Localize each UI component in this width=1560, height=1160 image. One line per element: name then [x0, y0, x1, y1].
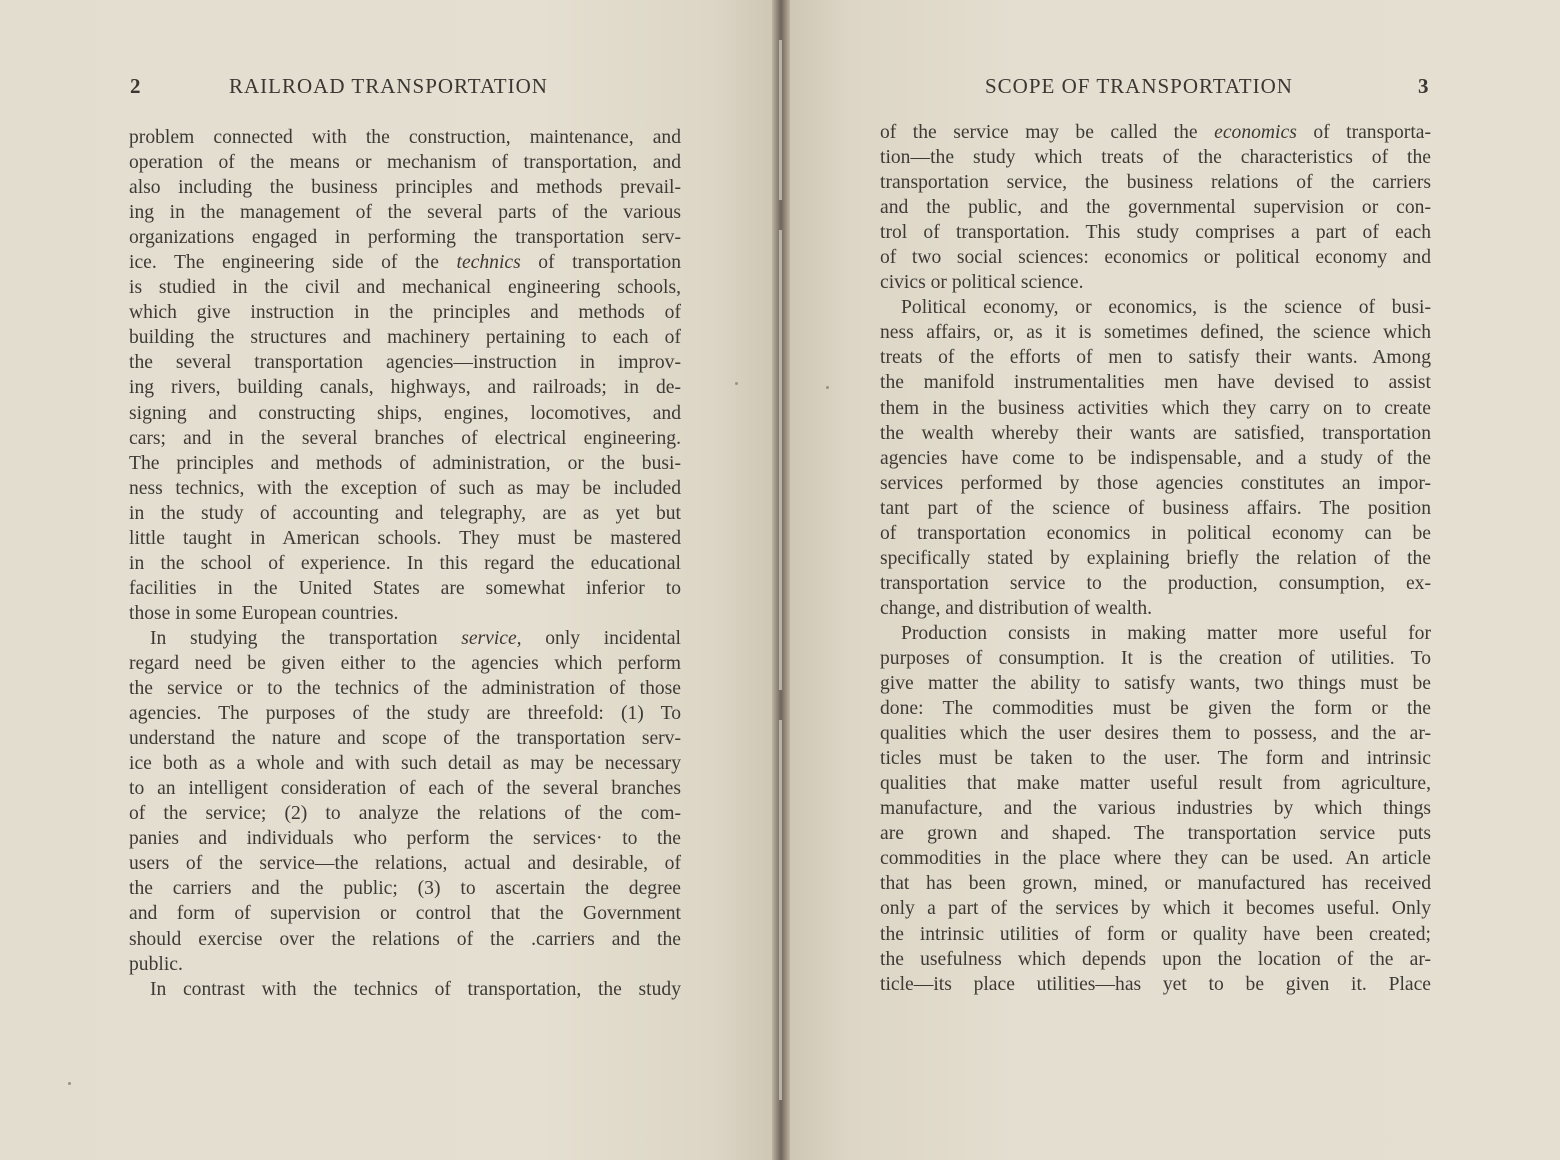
text-line [129, 200, 681, 225]
line-text: Political economy, or economics, is the science of busi- [901, 297, 1431, 319]
text-line [129, 501, 681, 526]
right-running-head: SCOPE OF TRANSPORTATION [985, 74, 1293, 98]
line-text: give matter the ability to satisfy wants, two things must be [880, 673, 1431, 695]
text-line [880, 771, 1431, 796]
left-running-head: RAILROAD TRANSPORTATION [229, 74, 548, 98]
text-line [880, 471, 1431, 496]
line-text: those in some European countries. [129, 602, 399, 624]
line-text: is studied in the civil and mechanical engineering schools, [129, 277, 681, 299]
line-text: civics or political science. [880, 272, 1084, 294]
line-text: the several transportation agencies—instruction in improv- [129, 352, 681, 374]
line-text: the usefulness which depends upon the location of the ar- [880, 948, 1431, 970]
line-text: commodities in the place where they can be used. An article [880, 848, 1431, 870]
text-line [880, 871, 1431, 896]
text-line [129, 225, 681, 250]
line-text: treats of the efforts of men to satisfy their wants. Among [880, 347, 1431, 369]
line-text: transportation service to the production, consumption, ex- [880, 572, 1431, 594]
line-text: qualities that make matter useful result from agriculture, [880, 773, 1431, 795]
right-page [790, 0, 1560, 1160]
line-text: understand the nature and scope of the transportation serv- [129, 728, 681, 750]
line-text: change, and distribution of wealth. [880, 597, 1153, 619]
line-text: regard need be given either to the agencies which perform [129, 652, 681, 674]
line-text: of transportation economics in political economy can be [880, 522, 1431, 544]
line-text: of transporta- [1296, 122, 1431, 143]
line-text: ice. The engineering side of the [129, 252, 457, 274]
line-text: agencies have come to be indispensable, and a study of the [880, 447, 1431, 469]
line-text: users of the service—the relations, actual and desirable, of [129, 853, 681, 875]
line-text: and the public, and the governmental supervision or con- [880, 197, 1431, 219]
line-text: The principles and methods of administration, or the busi- [129, 452, 681, 474]
line-text: tion—the study which treats of the characteristics of the [880, 147, 1431, 169]
binding-highlight [779, 40, 782, 200]
line-text: to an intelligent consideration of each of the several branches [129, 778, 681, 800]
text-line [880, 596, 1431, 621]
text-line [880, 646, 1431, 671]
line-text: Production consists in making matter more useful for [901, 622, 1431, 644]
text-line [129, 325, 681, 350]
left-page-number: 2 [130, 74, 141, 98]
text-line [129, 375, 681, 400]
text-line [129, 651, 681, 676]
line-text: trol of transportation. This study comprises a part of each [880, 222, 1431, 244]
italic-term: technics [456, 252, 521, 274]
binding-highlight [779, 720, 782, 1100]
line-text: signing and constructing ships, engines, locomotives, and [129, 402, 681, 424]
line-text: transportation service, the business relations of the carriers [880, 172, 1431, 194]
line-text: In contrast with the technics of transportation, the study [150, 978, 681, 1000]
line-text: the wealth whereby their wants are satisfied, transportation [880, 422, 1431, 444]
line-text: ticles must be taken to the user. The form and intrinsic [880, 748, 1431, 770]
text-line [880, 245, 1431, 270]
text-line [880, 345, 1431, 370]
line-text: the carriers and the public; (3) to ascertain the degree [129, 878, 681, 900]
line-text: of two social sciences: economics or political economy and [880, 247, 1431, 269]
line-text: organizations engaged in performing the transportation serv- [129, 227, 681, 249]
text-line [129, 350, 681, 375]
line-text: ness technics, with the exception of such as may be included [129, 477, 681, 499]
text-line [129, 300, 681, 325]
line-text: are grown and shaped. The transportation service puts [880, 823, 1431, 845]
paper-fleck [68, 1082, 71, 1085]
text-line [880, 370, 1431, 395]
line-text: agencies. The purposes of the study are threefold: (1) To [129, 703, 681, 725]
text-line [129, 751, 681, 776]
text-line [880, 972, 1431, 997]
text-line [129, 125, 681, 150]
line-text: them in the business activities which they carry on to create [880, 397, 1431, 419]
text-line [129, 726, 681, 751]
text-line [129, 676, 681, 701]
line-text: should exercise over the relations of the .carriers and the [129, 928, 681, 950]
line-text: in the study of accounting and telegraphy, are as yet but [129, 502, 681, 524]
line-text: that has been grown, mined, or manufactured has received [880, 873, 1431, 895]
text-line [880, 896, 1431, 921]
text-line [880, 170, 1431, 195]
line-text: of transportation [520, 252, 681, 274]
binding-highlight [779, 230, 782, 690]
line-text: specifically stated by explaining briefly the relation of the [880, 547, 1431, 569]
text-line [129, 851, 681, 876]
text-line [880, 846, 1431, 871]
line-text: the intrinsic utilities of form or quality have been created; [880, 923, 1431, 945]
text-line [880, 922, 1431, 947]
text-line [129, 426, 681, 451]
line-text: the service or to the technics of the administration of those [129, 678, 681, 700]
text-line [880, 521, 1431, 546]
text-line [129, 601, 681, 626]
text-line [129, 526, 681, 551]
line-text: In studying the transportation [150, 627, 462, 649]
paper-fleck [735, 382, 738, 385]
text-line [129, 952, 681, 977]
line-text: cars; and in the several branches of electrical engineering. [129, 427, 681, 449]
text-line [880, 621, 1431, 646]
right-body-text [880, 120, 1431, 997]
italic-term: economics [1214, 122, 1297, 143]
paper-fleck [826, 386, 829, 389]
text-line [129, 275, 681, 300]
text-line [880, 320, 1431, 345]
text-line [129, 826, 681, 851]
text-line [129, 977, 681, 1002]
line-text: manufacture, and the various industries by which things [880, 798, 1431, 820]
text-line [880, 746, 1431, 771]
line-text: and form of supervision or control that the Government [129, 903, 681, 925]
text-line [129, 476, 681, 501]
line-text: which give instruction in the principles and methods of [129, 302, 681, 324]
text-line [880, 446, 1431, 471]
text-line [129, 876, 681, 901]
text-line [129, 451, 681, 476]
right-page-number: 3 [1418, 74, 1429, 98]
line-text: problem connected with the construction, maintenance, and [129, 127, 681, 148]
text-line [129, 901, 681, 926]
text-line [880, 220, 1431, 245]
line-text: also including the business principles and methods prevail- [129, 177, 681, 199]
italic-term: service, [461, 627, 522, 649]
text-line [880, 796, 1431, 821]
text-line [880, 696, 1431, 721]
text-line [880, 145, 1431, 170]
line-text: only incidental [521, 627, 681, 649]
text-line [880, 671, 1431, 696]
line-text: ness affairs, or, as it is sometimes defined, the science which [880, 322, 1431, 344]
text-line [880, 821, 1431, 846]
text-line [129, 576, 681, 601]
line-text: building the structures and machinery pertaining to each of [129, 327, 681, 349]
line-text: tant part of the science of business affairs. The position [880, 497, 1431, 519]
text-line [880, 120, 1431, 145]
line-text: done: The commodities must be given the form or the [880, 698, 1431, 720]
text-line [129, 250, 681, 275]
line-text: little taught in American schools. They must be mastered [129, 527, 681, 549]
text-line [129, 776, 681, 801]
text-line [129, 801, 681, 826]
line-text: in the school of experience. In this regard the educational [129, 552, 681, 574]
line-text: ing in the management of the several parts of the various [129, 202, 681, 224]
left-page [0, 0, 772, 1160]
line-text: services performed by those agencies constitutes an impor- [880, 472, 1431, 494]
line-text: the manifold instrumentalities men have devised to assist [880, 372, 1431, 394]
text-line [880, 571, 1431, 596]
text-line [880, 396, 1431, 421]
line-text: operation of the means or mechanism of transportation, and [129, 152, 681, 174]
left-body-text [129, 125, 681, 1002]
text-line [880, 421, 1431, 446]
line-text: ing rivers, building canals, highways, and railroads; in de- [129, 377, 681, 399]
line-text: only a part of the services by which it becomes useful. Only [880, 898, 1431, 920]
line-text: facilities in the United States are somewhat inferior to [129, 577, 681, 599]
line-text: public. [129, 953, 183, 975]
text-line [129, 626, 681, 651]
text-line [129, 701, 681, 726]
line-text: qualities which the user desires them to possess, and the ar- [880, 723, 1431, 745]
text-line [880, 295, 1431, 320]
text-line [129, 551, 681, 576]
line-text: ice both as a whole and with such detail as may be necessary [129, 753, 681, 775]
text-line [129, 401, 681, 426]
line-text: purposes of consumption. It is the creation of utilities. To [880, 647, 1431, 669]
line-text: ticle—its place utilities—has yet to be given it. Place [880, 973, 1431, 995]
text-line [880, 947, 1431, 972]
text-line [129, 927, 681, 952]
text-line [880, 195, 1431, 220]
text-line [880, 496, 1431, 521]
text-line [880, 721, 1431, 746]
text-line [880, 270, 1431, 295]
text-line [129, 175, 681, 200]
text-line [880, 546, 1431, 571]
text-line [129, 150, 681, 175]
line-text: of the service; (2) to analyze the relations of the com- [129, 803, 681, 825]
line-text: of the service may be called the [880, 122, 1215, 143]
line-text: panies and individuals who perform the services· to the [129, 828, 681, 850]
